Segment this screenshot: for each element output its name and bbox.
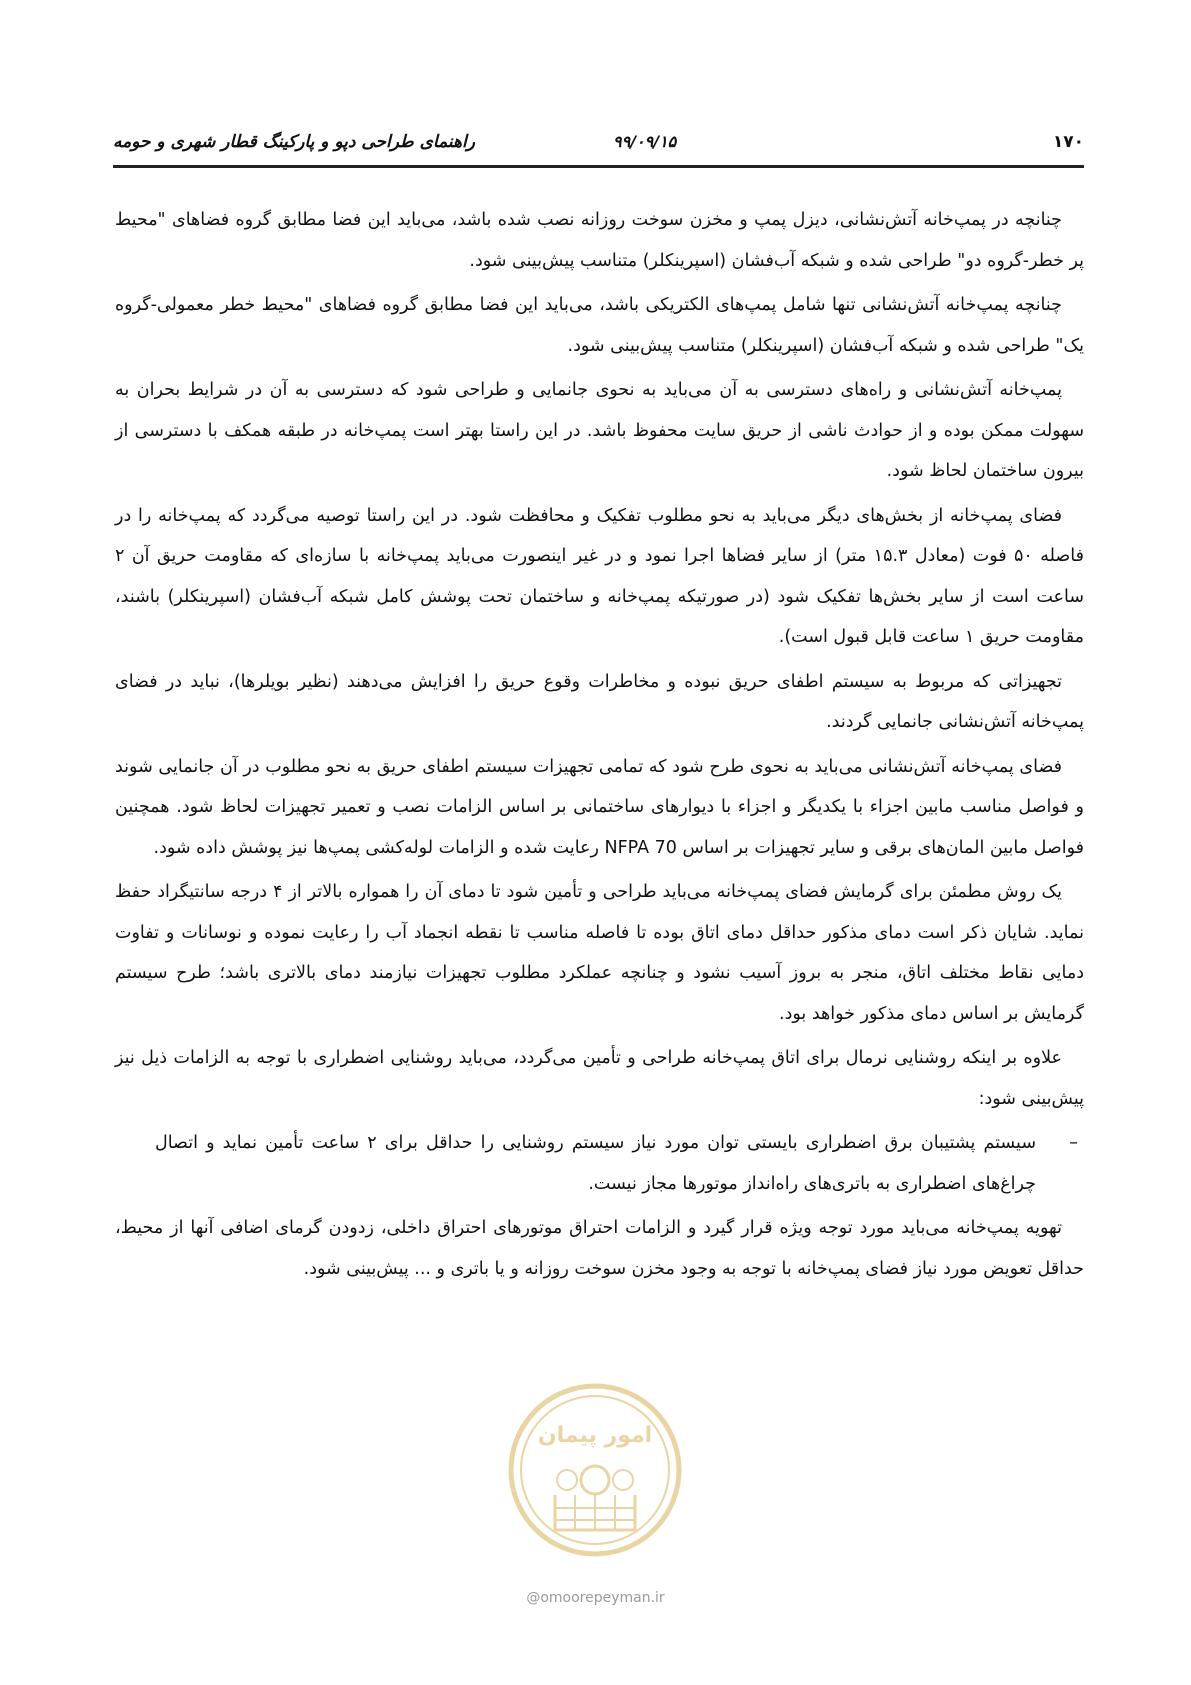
closing-paragraph: تهویه پمپ‌خانه می‌باید مورد توجه ویژه قرار گیرد و الزامات احتراق موتورهای احتراق داخلی، زدودن گرمای اضافی آنها از محیط، حداقل تعویض مورد نیاز فضای پمپ‌خانه با توجه به وجود مخزن سوخت روزانه و یا باتری و ... پیش‌بینی شود. [115, 1218, 1084, 1279]
bullet-text: سیستم پشتیبان برق اضطراری بایستی توان مورد نیاز سیستم روشنایی را حداقل برای ۲ ساعت تأمین نماید و اتصال چراغ‌های اضطراری به باتری‌های راه‌انداز موتورها مجاز نیست. [155, 1133, 1036, 1194]
seal-text: امور پیمان [537, 1423, 653, 1448]
seal-watermark-icon [505, 1380, 685, 1560]
body-text [115, 200, 1084, 1293]
paragraph: تجهیزاتی که مربوط به سیستم اطفای حریق نبوده و مخاطرات وقوع حریق را افزایش می‌دهند (نظیر بویلرها)، نباید در فضای پمپ‌خانه آتش‌نشانی جانمایی گردند. [115, 671, 1084, 732]
paragraph: فضای پمپ‌خانه از بخش‌های دیگر می‌باید به نحو مطلوب تفکیک و محافظت شود. در این راستا توصیه می‌گردد که پمپ‌خانه را در فاصله ۵۰ فوت (معادل ۱۵.۳ متر) از سایر فضاها اجرا نمود و در غیر اینصورت می‌باید پمپ‌خانه با سازه‌ای که مقاومت حریق آن ۲ ساعت است از سایر بخش‌ها تفکیک شود (در صورتیکه پمپ‌خانه و ساختمان تحت پوشش کامل شبکه آب‌فشان (اسپرینکلر) باشند، مقاومت حریق ۱ ساعت قابل قبول است). [115, 505, 1084, 647]
paragraph: پمپ‌خانه آتش‌نشانی و راه‌های دسترسی به آن می‌باید به نحوی جانمایی و طراحی شود که دسترسی به آن در شرایط بحران به سهولت ممکن بوده و از حوادث ناشی از حریق سایت محفوظ باشد. در این راستا بهتر است پمپ‌خانه در طبقه همکف با دسترسی از بیرون ساختمان لحاظ شود. [115, 380, 1084, 481]
watermark-url: @omoorepeyman.ir [526, 1590, 665, 1606]
bullet-dash: – [1069, 1133, 1078, 1153]
running-header [113, 128, 1084, 168]
header-date: ۹۹/۰۹/۱۵ [613, 132, 677, 151]
page-number: ۱۷۰ [1052, 132, 1084, 152]
paragraph: یک روش مطمئن برای گرمایش فضای پمپ‌خانه می‌باید طراحی و تأمین شود تا دمای آن را همواره بالاتر از ۴ درجه سانتیگراد حفظ نماید. شایان ذکر است دمای مذکور حداقل دمای اتاق بوده تا فاصله مناسب تا نقطه انجماد آب را رعایت نموده و نوسانات و تفاوت دمایی نقاط مختلف اتاق، منجر به بروز آسیب نشود و چنانچه عملکرد مطلوب تجهیزات نیازمند دمای بالاتری باشد؛ طرح سیستم گرمایش بر اساس دمای مذکور خواهد بود. [115, 882, 1084, 1024]
paragraph: چنانچه پمپ‌خانه آتش‌نشانی تنها شامل پمپ‌های الکتریکی باشد، می‌باید این فضا مطابق گروه فضاهای "محیط خطر معمولی-گروه یک" طراحی شده و شبکه آب‌فشان (اسپرینکلر) متناسب پیش‌بینی شود. [115, 295, 1084, 356]
header-title: راهنمای طراحی دپو و پارکینگ قطار شهری و حومه [113, 132, 475, 152]
paragraph: فضای پمپ‌خانه آتش‌نشانی می‌باید به نحوی طرح شود که تمامی تجهیزات سیستم اطفای حریق به نحو مطلوب در آن جانمایی شوند و فواصل مناسب مابین اجزاء با یکدیگر و اجزاء با دیوارهای ساختمانی بر اساس الزامات نصب و تعمیر تجهیزات لحاظ شود. همچنین فواصل مابین المان‌های برقی و سایر تجهیزات بر اساس NFPA 70 رعایت شده و الزامات لوله‌کشی پمپ‌ها نیز پوشش داده شود. [115, 756, 1084, 858]
paragraph: علاوه بر اینکه روشنایی نرمال برای اتاق پمپ‌خانه طراحی و تأمین می‌گردد، می‌باید روشنایی اضطراری با توجه به الزامات ذیل نیز پیش‌بینی شود: [115, 1048, 1084, 1109]
paragraph: چنانچه در پمپ‌خانه آتش‌نشانی، دیزل پمپ و مخزن سوخت روزانه نصب شده باشد، می‌باید این فضا مطابق گروه فضاهای "محیط پر خطر-گروه دو" طراحی شده و شبکه آب‌فشان (اسپرینکلر) متناسب پیش‌بینی شود. [115, 210, 1084, 271]
bullet-item [115, 1123, 1084, 1204]
